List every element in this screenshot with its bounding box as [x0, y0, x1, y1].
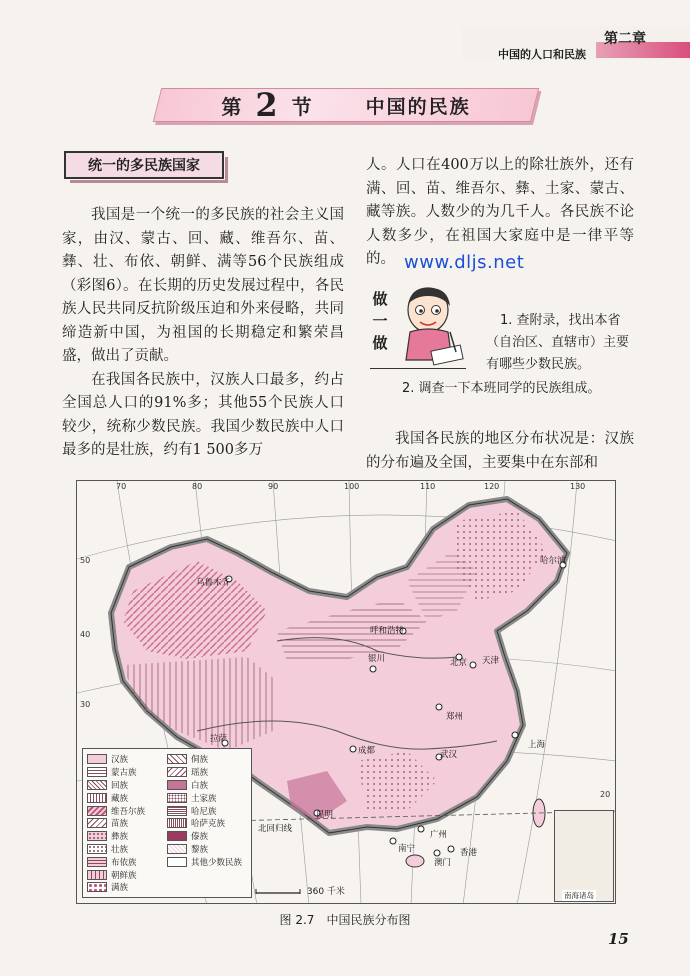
swatch: [167, 857, 187, 867]
legend-item: 维吾尔族: [87, 804, 145, 817]
scale-bar-icon: [254, 888, 304, 896]
legend-item: 哈萨克族: [167, 817, 242, 830]
paragraph-continued: 人。人口在400万以上的除壮族外，还有满、回、苗、维吾尔、彝、土家、蒙古、藏等族。人数少的为几千人。各民族不论人数多少，在祖国大家庭中是一律平等的。: [366, 157, 634, 267]
page-number: 15: [608, 930, 629, 948]
legend-item: 彝族: [87, 830, 145, 843]
activity-label: 做一做: [372, 290, 388, 352]
swatch: [87, 754, 107, 764]
city-label: 南宁: [398, 844, 416, 854]
longitude-label: 70: [116, 482, 127, 491]
latitude-label: 40: [80, 630, 91, 639]
swatch: [87, 857, 107, 867]
legend-item: 满族: [87, 881, 145, 894]
tropic-label: 北回归线: [258, 824, 293, 834]
left-column: [62, 204, 344, 463]
legend-item: 汉族: [87, 753, 145, 766]
city-label: 呼和浩特: [370, 626, 405, 636]
swatch: [167, 831, 187, 841]
city-label: 武汉: [440, 750, 458, 760]
subheading: 统一的多民族国家: [64, 151, 224, 179]
legend-item: 白族: [167, 779, 242, 792]
legend-column-right: [167, 753, 242, 868]
figure-caption: 图 2.7 中国民族分布图: [279, 913, 411, 927]
section-suffix: 节: [291, 94, 312, 119]
inset-label: 南海诸岛: [564, 891, 594, 900]
legend-item: 哈尼族: [167, 804, 242, 817]
city-label: 成都: [358, 746, 376, 756]
city-label: 哈尔滨: [540, 556, 566, 566]
right-column-bottom: [366, 428, 634, 475]
legend-item: 藏族: [87, 791, 145, 804]
latitude-label: 50: [80, 556, 91, 565]
legend-item: 朝鲜族: [87, 868, 145, 881]
swatch: [167, 844, 187, 854]
city-label: 乌鲁木齐: [196, 578, 231, 588]
legend-column-left: [87, 753, 145, 894]
section-prefix: 第: [221, 94, 242, 119]
map-legend: [82, 748, 252, 898]
legend-item: 壮族: [87, 843, 145, 856]
south-china-sea-inset: [554, 810, 614, 902]
city-label: 拉萨: [210, 734, 228, 744]
chapter-number: 第二章: [604, 31, 646, 47]
swatch: [87, 831, 107, 841]
swatch: [167, 818, 187, 828]
swatch: [87, 780, 107, 790]
paragraph: 我国各民族的地区分布状况是：汉族的分布遍及全国，主要集中在东部和: [366, 431, 634, 471]
activity-task-2: 2. 调查一下本班同学的民族组成。: [402, 381, 601, 396]
longitude-label: 80: [192, 482, 203, 491]
map-scale: [254, 884, 345, 897]
chapter-title: 中国的人口和民族: [498, 48, 586, 61]
scale-label: 360 千米: [306, 887, 345, 897]
city-label: 郑州: [446, 712, 464, 722]
longitude-label: 90: [268, 482, 279, 491]
legend-item: 其他少数民族: [167, 855, 242, 868]
paragraph: 在我国各民族中，汉族人口最多，约占全国总人口的91%多；其他55个民族人口较少，统称少数民族。我国少数民族中人口最多的是壮族，约有1 500多万: [62, 371, 344, 458]
swatch: [167, 793, 187, 803]
legend-item: 土家族: [167, 791, 242, 804]
swatch: [87, 806, 107, 816]
longitude-label: 130: [570, 482, 586, 491]
legend-item: 布依族: [87, 855, 145, 868]
legend-item: 回族: [87, 779, 145, 792]
city-label: 北京: [450, 658, 468, 668]
swatch: [87, 870, 107, 880]
activity-task-1: 1. 查附录，找出本省（自治区、直辖市）主要有哪些少数民族。: [486, 313, 630, 372]
city-label: 昆明: [316, 810, 334, 820]
watermark-link[interactable]: www.dljs.net: [404, 252, 525, 273]
legend-item: 黎族: [167, 843, 242, 856]
activity-box: [370, 282, 630, 400]
legend-item: 傣族: [167, 830, 242, 843]
legend-item: 瑶族: [167, 766, 242, 779]
swatch: [87, 844, 107, 854]
swatch: [87, 793, 107, 803]
latitude-label: 30: [80, 700, 91, 709]
legend-item: 苗族: [87, 817, 145, 830]
city-label: 银川: [368, 654, 386, 664]
swatch: [167, 754, 187, 764]
legend-item: 蒙古族: [87, 766, 145, 779]
city-label: 天津: [482, 656, 500, 666]
city-label: 广州: [430, 830, 448, 840]
section-title: [157, 86, 535, 124]
swatch: [87, 818, 107, 828]
city-label: 澳门: [434, 858, 452, 868]
latitude-label: 20: [600, 790, 611, 799]
longitude-label: 120: [484, 482, 500, 491]
swatch: [87, 882, 107, 892]
paragraph: 我国是一个统一的多民族的社会主义国家，由汉、蒙古、回、藏、维吾尔、苗、彝、壮、布依、朝鲜、满等56个民族组成（彩图6）。在长期的历史发展过程中，各民族人民共同反抗阶级压迫和外来侵略，共同缔造新中国，为祖国的长期稳定和繁荣昌盛，做出了贡献。: [62, 207, 344, 364]
city-label: 香港: [460, 848, 478, 858]
swatch: [167, 780, 187, 790]
swatch: [167, 806, 187, 816]
longitude-label: 100: [344, 482, 360, 491]
section-name: 中国的民族: [365, 95, 471, 118]
swatch: [167, 767, 187, 777]
longitude-label: 110: [420, 482, 436, 491]
section-number: 2: [255, 86, 278, 124]
swatch: [87, 767, 107, 777]
city-label: 上海: [528, 740, 546, 750]
legend-item: 侗族: [167, 753, 242, 766]
